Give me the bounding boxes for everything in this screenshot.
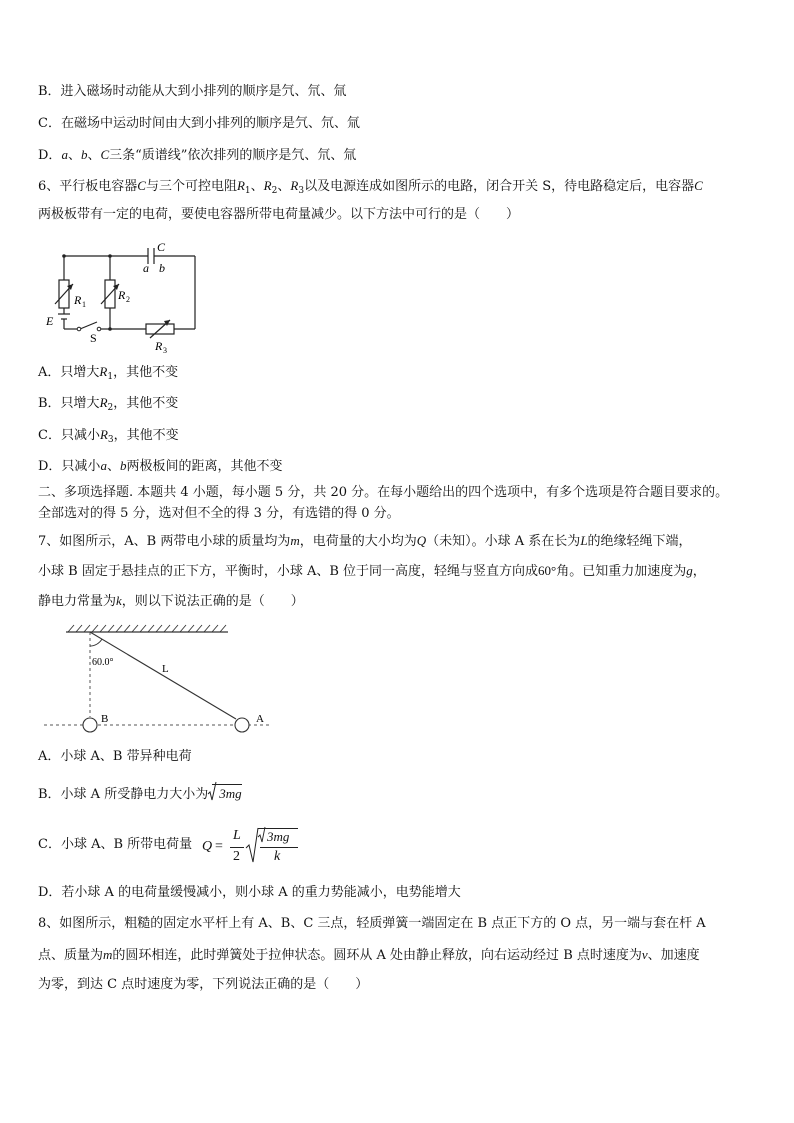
label-plate-a: a — [143, 261, 149, 275]
symbol-r3: R — [290, 178, 299, 193]
label-r2: R — [118, 288, 126, 302]
subscript: 1 — [244, 186, 251, 196]
q6-option-a — [38, 363, 178, 382]
q7-option-d: D．若小球 A 的电荷量缓慢减小，则小球 A 的重力势能减小，电势能增大 — [38, 885, 461, 900]
formula-l: L — [233, 828, 241, 843]
q6-stem-text: 与三个可控电阻 — [145, 179, 237, 194]
symbol-comma: 、 — [277, 179, 291, 194]
formula-inner-bar — [260, 847, 298, 848]
label-string-l: L — [162, 663, 169, 675]
label-r3: R — [155, 339, 163, 353]
q7-stem-line2 — [38, 562, 706, 581]
label-capacitor-c: C — [157, 240, 166, 254]
sqrt3-mg-formula — [212, 784, 241, 803]
subscript: 2 — [107, 403, 114, 413]
option-text: C．小球 A、B 所带电荷量 — [38, 837, 193, 852]
label-angle: 60.0° — [92, 657, 114, 668]
option-text: ，其他不变 — [113, 396, 179, 411]
q7-stem-text: 静电力常量为 — [38, 594, 117, 609]
charge-formula — [202, 824, 312, 868]
option-text: B．小球 A 所受静电力大小为 — [38, 787, 209, 802]
symbol-m: m — [290, 533, 300, 548]
symbol-comma: 、 — [87, 148, 101, 163]
q8-stem-line1: 8、如图所示，粗糙的固定水平杆上有 A、B、C 三点，轻质弹簧一端固定在 B 点正下方的 O 点，另一端与套在杆 A — [38, 916, 706, 931]
subscript: 2 — [271, 186, 278, 196]
q8-stem-line2 — [38, 946, 700, 965]
q7-option-c — [38, 836, 192, 854]
formula-2: 2 — [233, 849, 240, 864]
symbol-comma: 、 — [106, 459, 120, 474]
label-r3-sub: 3 — [163, 346, 167, 355]
symbol-l: L — [580, 533, 588, 548]
label-plate-b: b — [159, 261, 165, 275]
option-text: C．只减小 — [38, 428, 100, 443]
option-text: ，其他不变 — [113, 365, 179, 380]
symbol-a: a — [100, 458, 107, 473]
q5-option-d-text: 三条“质谱线”依次排列的顺序是氕、氘、氚 — [109, 148, 357, 163]
q6-stem-text: 以及电源连成如图所示的电路，闭合开关 S，待电路稳定后，电容器 — [304, 179, 695, 194]
label-r1-sub: 1 — [82, 300, 86, 309]
formula-text: 3mg — [219, 786, 242, 801]
circuit-diagram — [44, 240, 204, 355]
formula-k: k — [274, 849, 281, 864]
q6-stem-line2: 两极板带有一定的电荷，要使电容器所带电荷量减少。以下方法中可行的是（ ） — [38, 207, 520, 222]
option-text: A．只增大 — [38, 365, 100, 380]
subscript: 3 — [107, 435, 114, 445]
q7-stem-text: （未知）。小球 A 系在长为 — [426, 534, 581, 549]
q6-stem-line1 — [38, 177, 703, 196]
symbol-g: g — [686, 563, 693, 578]
symbol-c: C — [100, 147, 110, 162]
formula-fraction-bar — [230, 847, 244, 848]
q5-option-c: C．在磁场中运动时间由大到小排列的顺序是氕、氘、氚 — [38, 116, 360, 131]
q7-stem-text: 7、如图所示，A、B 两带电小球的质量均为 — [38, 534, 291, 549]
q6-option-b — [38, 394, 178, 413]
sqrt-sign — [246, 828, 258, 864]
subscript: 1 — [107, 372, 114, 382]
symbol-r2: R — [263, 178, 272, 193]
q8-stem-text: 、加速度 — [647, 948, 700, 963]
q7-option-b — [38, 784, 242, 804]
q7-option-a: A．小球 A、B 带异种电荷 — [38, 749, 192, 764]
q6-option-d — [38, 457, 282, 476]
symbol-b: b — [119, 458, 127, 473]
label-switch-s: S — [90, 331, 97, 345]
pendulum-diagram — [40, 622, 280, 737]
q8-stem-text: 的圆环相连，此时弹簧处于拉伸状态。圆环从 A 处由静止释放，向右运动经过 B 点时速度为 — [112, 948, 642, 963]
option-text: 两极板间的距离，其他不变 — [126, 459, 283, 474]
q8-stem-line3: 为零，到达 C 点时速度为零，下列说法正确的是（ ） — [38, 977, 369, 992]
q5-option-d — [38, 146, 356, 165]
q6-option-c — [38, 426, 179, 445]
symbol-r1: R — [236, 178, 245, 193]
formula-text: 3mg — [267, 829, 290, 844]
q8-stem-text: 点、质量为 — [38, 948, 104, 963]
symbol-comma: 、 — [67, 148, 81, 163]
angle-60: 60° — [538, 563, 557, 578]
q7-stem-text: 小球 B 固定于悬挂点的正下方，平衡时，小球 A、B 位于同一高度，轻绳与竖直方向成 — [38, 564, 539, 579]
label-r2-sub: 2 — [126, 295, 130, 304]
subscript: 3 — [298, 186, 305, 196]
symbol-q: Q — [416, 533, 427, 548]
section2-heading-line1: 二、多项选择题. 本题共 4 小题，每小题 5 分，共 20 分。在每小题给出的四个选项中，有多个选项是符合题目要求的。 — [38, 485, 729, 500]
formula-equals: = — [215, 839, 223, 854]
option-text: ，其他不变 — [113, 428, 179, 443]
label-e: E — [46, 314, 54, 328]
label-ball-a: A — [256, 713, 264, 725]
q7-stem-text: ， — [692, 564, 706, 579]
symbol-r2: R — [99, 395, 108, 410]
q5-option-d-prefix: D． — [38, 148, 62, 163]
symbol-v: v — [641, 947, 648, 962]
formula-numerator — [260, 828, 289, 845]
symbol-capacitor: C — [694, 178, 703, 193]
label-ball-b: B — [101, 713, 109, 725]
q7-stem-text: 角。已知重力加速度为 — [556, 564, 687, 579]
symbol-m: m — [103, 947, 113, 962]
formula-q: Q — [202, 839, 213, 854]
symbol-k: k — [116, 593, 122, 608]
q7-stem-text: ，电荷量的大小均为 — [299, 534, 417, 549]
symbol-comma: 、 — [250, 179, 264, 194]
q7-stem-line3 — [38, 592, 304, 611]
symbol-b: b — [80, 147, 88, 162]
symbol-a: a — [61, 147, 68, 162]
section2-heading-line2: 全部选对的得 5 分，选对但不全的得 3 分，有选错的得 0 分。 — [38, 506, 400, 521]
q6-stem-text: 6、平行板电容器 — [38, 179, 138, 194]
label-r1: R — [74, 293, 82, 307]
symbol-capacitor: C — [137, 178, 146, 193]
q5-option-b: B．进入磁场时动能从大到小排列的顺序是氕、氘、氚 — [38, 84, 347, 99]
symbol-r3: R — [99, 427, 108, 442]
q7-stem-text: ，则以下说法正确的是（ ） — [121, 594, 304, 609]
option-text: B．只增大 — [38, 396, 100, 411]
symbol-r1: R — [99, 364, 108, 379]
q7-stem-line1 — [38, 532, 692, 551]
q7-stem-text: 的绝缘轻绳下端， — [587, 534, 692, 549]
option-text: D．只减小 — [38, 459, 101, 474]
